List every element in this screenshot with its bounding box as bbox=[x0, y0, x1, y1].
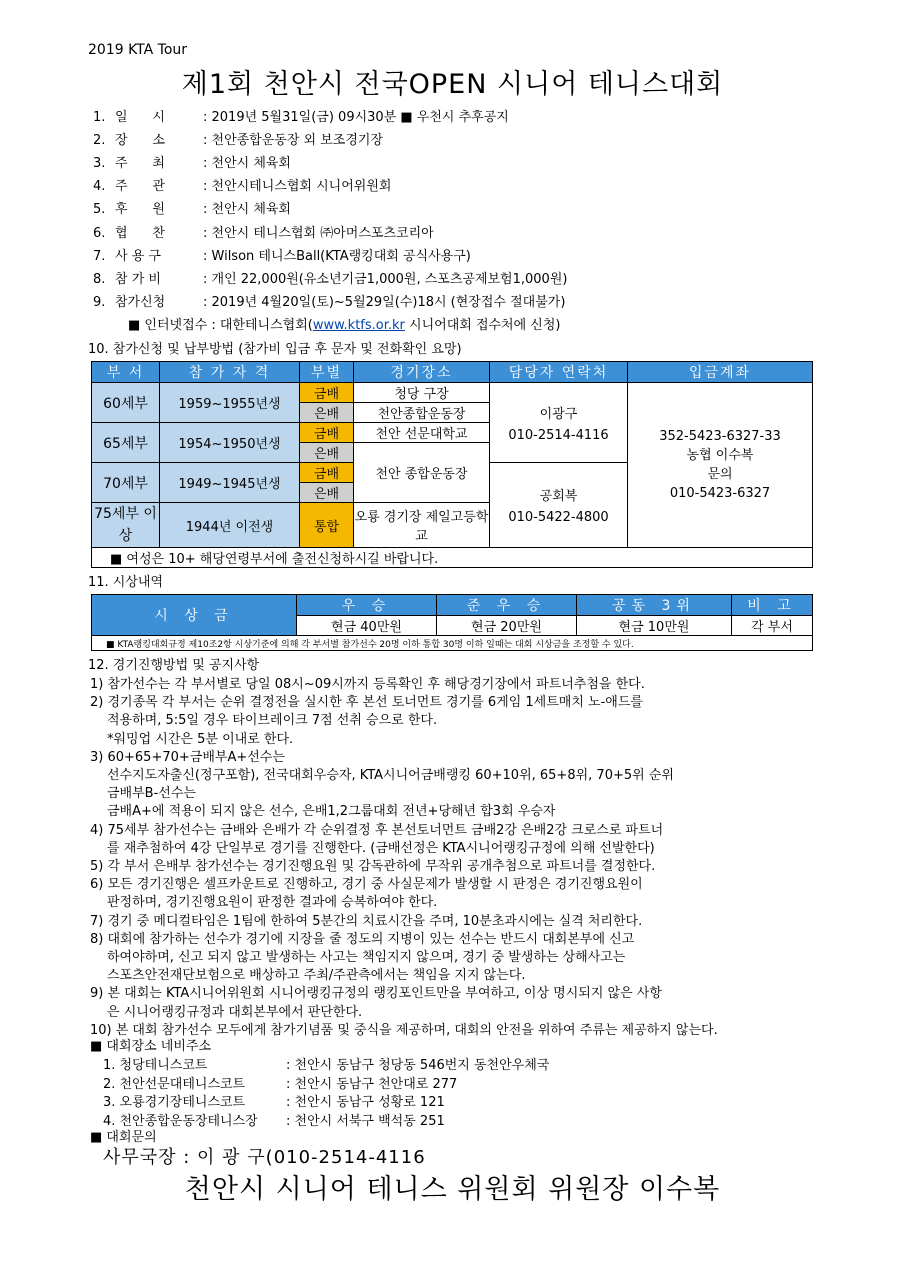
table-header-row bbox=[92, 362, 813, 383]
inquiry-title: ■ 대회문의 bbox=[90, 1130, 157, 1145]
rule-line: 4) 75세부 참가선수는 금배와 은배가 각 순위결정 후 본선토너먼트 금배2강 은배2강 크로스로 파트너 bbox=[90, 822, 664, 838]
header-cell: 부별 bbox=[300, 362, 354, 383]
section-11-title: 11. 시상내역 bbox=[88, 575, 164, 590]
contact-name: 공회복 bbox=[539, 489, 578, 504]
table-row bbox=[92, 383, 813, 403]
venue-cell: 천안 종합운동장 bbox=[354, 443, 490, 503]
venue-address-item bbox=[103, 1054, 549, 1073]
rule-line: 10) 본 대회 참가선수 모두에게 참가기념품 및 중식을 제공하며, 대회의 안전을 위하여 주류는 제공하지 않는다. bbox=[90, 1022, 718, 1038]
venue-cell: 천안종합운동장 bbox=[354, 403, 490, 423]
prize-table bbox=[91, 594, 813, 651]
venue-name: 3. 오룡경기장테니스코트 bbox=[103, 1095, 246, 1110]
header-cell: 공동 3위 bbox=[577, 595, 732, 616]
section-12-title: 12. 경기진행방법 및 공지사항 bbox=[88, 658, 260, 673]
contact-phone: 010-2514-4116 bbox=[508, 427, 609, 443]
info-label: 일 시 bbox=[115, 110, 165, 125]
rule-line: 8) 대회에 참가하는 선수가 경기에 지장을 줄 정도의 지병이 있는 선수는 반드시 대회본부에 신고 bbox=[90, 931, 635, 947]
internet-prefix: ■ 인터넷접수 : 대한테니스협회( bbox=[128, 318, 313, 333]
prize-value: 각 부서 bbox=[732, 616, 813, 636]
info-label: 주 최 bbox=[115, 156, 165, 172]
contact-cell bbox=[490, 463, 628, 548]
age-group-cell bbox=[92, 503, 160, 548]
info-number: 5. bbox=[93, 202, 106, 218]
table-note: ■ 여성은 10+ 해당연령부서에 출전신청하시길 바랍니다. bbox=[92, 548, 813, 568]
info-item bbox=[93, 198, 291, 217]
header-cell: 부 서 bbox=[92, 362, 160, 383]
info-label: 사 용 구 bbox=[115, 248, 161, 264]
age-group-label: 75세부 이상 bbox=[94, 506, 157, 544]
rule-line: 금배부B-선수는 bbox=[107, 786, 196, 802]
venue-name: 2. 천안선문대테니스코트 bbox=[103, 1076, 246, 1092]
internet-registration bbox=[128, 314, 561, 333]
venue-address-item bbox=[103, 1073, 457, 1092]
age-group-cell: 70세부 bbox=[92, 463, 160, 503]
info-value: : 2019년 5월31일(금) 09시30분 ■ 우천시 추후공지 bbox=[203, 110, 509, 125]
rule-line: 선수지도자출신(정구포함), 전국대회우승자, KTA시니어금배랭킹 60+10위, 65+8위, 70+5위 순위 bbox=[107, 768, 674, 783]
prize-value: 현금 20만원 bbox=[437, 616, 577, 636]
inquiry-label: 문의 bbox=[707, 467, 733, 482]
venue-address: : 천안시 동남구 성황로 121 bbox=[286, 1095, 445, 1110]
venues-title: ■ 대회장소 네비주소 bbox=[90, 1039, 212, 1054]
prize-note: ■ KTA랭킹대회규정 제10조2항 시상기준에 의해 각 부서별 참가선수 20명 이하 통합 30명 이하 일때는 대회 시상금을 조정할 수 있다. bbox=[92, 636, 813, 651]
rule-line: 9) 본 대회는 KTA시니어위원회 시니어랭킹규정의 랭킹포인트만을 부여하고, 이상 명시되지 않은 사항 bbox=[90, 986, 662, 1002]
info-item bbox=[93, 175, 391, 194]
account-number: 352-5423-6327-33 bbox=[659, 429, 781, 444]
venue-address: : 천안시 동남구 천안대로 277 bbox=[286, 1076, 458, 1092]
footer-signature: 천안시 시니어 테니스 위원회 위원장 이수복 bbox=[184, 1174, 721, 1205]
rule-line: 2) 경기종목 각 부서는 순위 결정전을 실시한 후 본선 토너먼트 경기를 6게임 1세트매치 노-애드를 bbox=[90, 695, 643, 711]
info-item bbox=[93, 129, 383, 148]
age-group-cell: 60세부 bbox=[92, 383, 160, 423]
info-number: 8. bbox=[93, 271, 106, 287]
info-number: 7. bbox=[93, 248, 106, 264]
birth-year-cell: 1954~1950년생 bbox=[160, 423, 300, 463]
info-value: : 천안시 테니스협회 ㈜아머스포츠코리아 bbox=[203, 225, 434, 241]
info-value: : 천안시 체육회 bbox=[203, 202, 291, 218]
account-cell bbox=[628, 383, 813, 548]
contact-cell bbox=[490, 383, 628, 463]
info-number: 9. bbox=[93, 294, 106, 310]
venue-address: : 천안시 서북구 백석동 251 bbox=[286, 1113, 445, 1129]
page-title: 제1회 천안시 전국OPEN 시니어 테니스대회 bbox=[181, 69, 724, 100]
ktfs-link[interactable]: www.ktfs.or.kr bbox=[312, 318, 405, 333]
table-note-row bbox=[92, 548, 813, 568]
header-cell: 경기장소 bbox=[354, 362, 490, 383]
rule-line: 7) 경기 중 메디컬타임은 1팀에 한하여 5분간의 치료시간을 주며, 10분초과시에는 실격 처리한다. bbox=[90, 913, 643, 929]
venue-address: : 천안시 동남구 청당동 546번지 동천안우체국 bbox=[286, 1058, 550, 1073]
division-cell: 은배 bbox=[300, 483, 354, 503]
division-cell: 금배 bbox=[300, 463, 354, 483]
venue-cell: 천안 선문대학교 bbox=[354, 423, 490, 443]
division-cell: 금배 bbox=[300, 423, 354, 443]
header-cell: 담당자 연락처 bbox=[490, 362, 628, 383]
birth-year-cell: 1944년 이전생 bbox=[160, 503, 300, 548]
rule-line: *워밍업 시간은 5분 이내로 한다. bbox=[107, 731, 294, 747]
info-item bbox=[93, 106, 509, 125]
account-holder: 농협 이수복 bbox=[686, 448, 754, 463]
division-cell: 통합 bbox=[300, 503, 354, 548]
info-number: 2. bbox=[93, 133, 106, 149]
header-cell: 비 고 bbox=[732, 595, 813, 616]
info-item bbox=[93, 268, 567, 287]
venue-cell: 청당 구장 bbox=[354, 383, 490, 403]
internet-suffix: 시니어대회 접수처에 신청) bbox=[404, 318, 561, 333]
header-cell: 준 우 승 bbox=[437, 595, 577, 616]
prize-label: 시 상 금 bbox=[92, 595, 297, 636]
info-value: : 개인 22,000원(유소년기금1,000원, 스포츠공제보험1,000원) bbox=[203, 271, 568, 287]
rule-line: 판정하며, 경기진행요원이 판정한 결과에 승복하여야 한다. bbox=[107, 895, 438, 911]
prize-note-row bbox=[92, 636, 813, 651]
rule-line: 하여야하며, 신고 되지 않고 발생하는 사고는 책임지지 않으며, 경기 중 발생하는 상해사고는 bbox=[107, 950, 626, 965]
info-number: 1. bbox=[93, 110, 106, 125]
prize-header-row bbox=[92, 595, 813, 616]
rule-line: 은 시니어랭킹규정과 대회본부에서 판단한다. bbox=[107, 1004, 363, 1020]
venue-cell: 오룡 경기장 제일고등학교 bbox=[354, 503, 490, 548]
rule-line: 금배A+에 적용이 되지 않은 선수, 은배1,2그룹대회 전년+당해년 합3회 우승자 bbox=[107, 804, 556, 820]
info-value: : 천안종합운동장 외 보조경기장 bbox=[203, 133, 384, 149]
header-cell: 우 승 bbox=[297, 595, 437, 616]
info-label: 참가신청 bbox=[115, 294, 166, 310]
rule-line: 스포츠안전재단보험으로 배상하고 주최/주관측에서는 책임을 지지 않는다. bbox=[107, 968, 526, 984]
secretary-contact: 사무국장 : 이 광 구(010-2514-4116 bbox=[103, 1147, 426, 1168]
contact-phone: 010-5422-4800 bbox=[508, 510, 609, 525]
rule-line: 1) 참가선수는 각 부서별로 당일 08시~09시까지 등록확인 후 해당경기장에서 파트너추첨을 한다. bbox=[90, 677, 645, 692]
venue-name: 4. 천안종합운동장테니스장 bbox=[103, 1113, 258, 1129]
rule-line: 5) 각 부서 은배부 참가선수는 경기진행요원 및 감독관하에 무작위 공개추첨으로 파트너를 결정한다. bbox=[90, 859, 656, 874]
tour-label: 2019 KTA Tour bbox=[88, 42, 188, 58]
info-value: : 천안시테니스협회 시니어위원회 bbox=[203, 179, 392, 195]
prize-value: 현금 40만원 bbox=[297, 616, 437, 636]
venue-name: 1. 청당테니스코트 bbox=[103, 1058, 208, 1073]
info-label: 주 관 bbox=[115, 179, 165, 195]
info-number: 3. bbox=[93, 156, 106, 172]
info-value: : Wilson 테니스Ball(KTA랭킹대회 공식사용구) bbox=[203, 248, 471, 264]
info-item bbox=[93, 245, 471, 264]
info-label: 협 찬 bbox=[115, 225, 165, 241]
info-value: : 천안시 체육회 bbox=[203, 156, 291, 172]
division-cell: 은배 bbox=[300, 443, 354, 463]
rule-line: 3) 60+65+70+금배부A+선수는 bbox=[90, 749, 285, 765]
info-label: 장 소 bbox=[115, 133, 165, 149]
info-item bbox=[93, 291, 565, 310]
rule-line: 를 재추첨하여 4강 단일부로 경기를 진행한다. (금배선정은 KTA시니어랭킹규정에 의해 선발한다) bbox=[107, 840, 655, 856]
rule-line: 6) 모든 경기진행은 셀프카운트로 진행하고, 경기 중 사실문제가 발생할 시 판정은 경기진행요원이 bbox=[90, 877, 643, 893]
birth-year-cell: 1959~1955년생 bbox=[160, 383, 300, 423]
info-label: 참 가 비 bbox=[115, 271, 161, 287]
age-group-cell: 65세부 bbox=[92, 423, 160, 463]
division-cell: 은배 bbox=[300, 403, 354, 423]
info-number: 6. bbox=[93, 225, 106, 241]
rule-line: 적용하며, 5:5일 경우 타이브레이크 7점 선취 승으로 한다. bbox=[107, 713, 438, 729]
info-label: 후 원 bbox=[115, 202, 165, 218]
section-10-title: 10. 참가신청 및 납부방법 (참가비 입금 후 문자 및 전화확인 요망) bbox=[88, 342, 462, 357]
info-item bbox=[93, 222, 434, 241]
header-cell: 참 가 자 격 bbox=[160, 362, 300, 383]
header-cell: 입금계좌 bbox=[628, 362, 813, 383]
registration-table bbox=[91, 361, 813, 568]
info-value: : 2019년 4월20일(토)~5월29일(수)18시 (현장접수 절대불가) bbox=[203, 294, 566, 310]
birth-year-cell: 1949~1945년생 bbox=[160, 463, 300, 503]
info-number: 4. bbox=[93, 179, 106, 195]
venue-address-item bbox=[103, 1091, 445, 1110]
info-item bbox=[93, 152, 291, 171]
inquiry-phone: 010-5423-6327 bbox=[669, 486, 771, 501]
division-cell: 금배 bbox=[300, 383, 354, 403]
contact-name: 이광구 bbox=[539, 406, 578, 422]
prize-value: 현금 10만원 bbox=[577, 616, 732, 636]
